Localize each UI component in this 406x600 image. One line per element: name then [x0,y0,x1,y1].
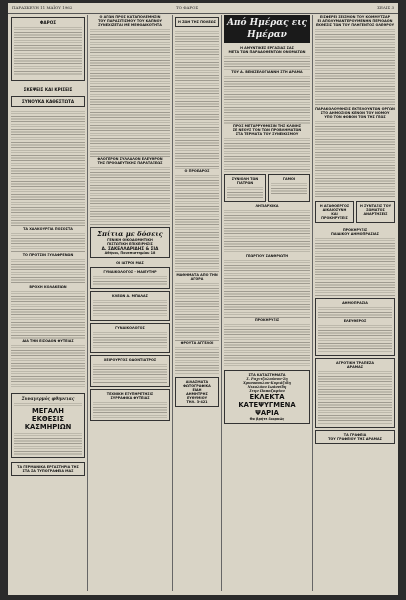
photo-advert-5: ΤΗΛ. 3-421 [186,400,208,404]
col2-article-1 [90,27,170,157]
office-advert [315,430,395,444]
auction-title: ΔΗΜΟΠΡΑΣΙΑ [342,301,368,305]
photo-advert-1: ΦΩΤΟΓΡΑΦΙΚΑ [183,384,211,388]
advert-line-3: ΚΑΣΜΗΡΙΩΝ [24,423,72,431]
col2-headline-4: ΦΛΟΓΕΡΟΝ ΣΥΛΛΑΛΟΝ ΕΛΕΥΘΡΟΝ [97,157,163,161]
doctors-box [224,174,266,202]
body-box-sub: ΑΝΑΡΤΗΣΕΙΣ [363,212,388,216]
col2-headline-3: ΣΥΝΕΧΙΖΕΤΑΙ ΜΕ ΜΕΘΟΔΙΚΟΤΗΤΑ [98,23,162,27]
office-sub: ΤΟΥ ΓΡΑΦΕΙΟΥ ΤΗΣ ΔΡΑΜΑΣ [328,437,382,441]
column-5 [315,15,395,591]
column-2 [90,15,170,591]
service-text [93,400,167,418]
header-page-number: ΣΕΛΙΣ 3 [377,5,394,10]
shop-text [175,345,219,375]
housing-line-4: Δ. ΣΑΚΕΛΛΑΡΙΔΗΣ & ΣΙΑ [101,246,159,251]
doctor-text-1 [93,274,167,286]
auction-sub: ΕΛΕΥΘΕΡΟΣ [343,319,367,323]
auction-text [318,305,392,319]
article-text-1 [11,231,85,253]
col5-small-boxes [315,199,395,225]
column-divider [312,15,313,591]
masthead-text [14,25,82,75]
auction-text-2 [318,323,392,353]
notice-title: ΓΕΩΡΓΙΟΥ ΣΑΝΘΡΙΩΤΗ [245,254,289,258]
market-text [175,281,219,341]
service-title: ΤΕΧΝΙΚΗ ΕΞΥΠΗΡΕΤΗΣΙΣ [106,392,154,396]
doctors-box-title: ΣΥΝΙΟΛΗ ΤΩΝ ΓΙΑΤΡΩΝ [231,177,259,185]
column-3 [175,15,219,591]
column-1 [11,15,85,591]
col4-headline-5: ΣΕ ΝΕΟΥΣ ΤΟΝ ΤΩΝ ΠΡΟΒΛΗΜΑΤΩΝ [232,128,302,132]
weddings-box [268,174,310,202]
col4-article-3 [224,136,310,172]
subhead-4: ΔΙΑ ΤΗΝ ΕΙΣΟΔΟΝ ΦΥΤΕΙΑΣ [22,339,74,343]
header-title: ΤΟ ΦΑΡΟΣ [176,5,199,10]
doctors-box-text [227,185,263,199]
bank-advert-title: ΑΓΡΟΤΙΚΗ ΤΡΑΠΕΖΑ [335,361,375,365]
photo-advert-4: ΕΥΘΥΜΙΟΥ [186,396,208,400]
doctor-title-1: ΓΥΝΑΙΚΟΛΟΓΟΣ - ΜΑΙΕΥΤΗΡ [103,270,157,274]
col4-small-boxes [224,172,310,204]
printing-advert [11,462,85,476]
body-box [356,201,395,223]
col5-headline-2: ΕΙ ΑΠΟΛΥΜΑΝΤΕΡΟΥΜΕΝΗΝ ΠΕΡΙΟΔΟΝ [317,19,393,23]
fish-advert [224,370,310,424]
col2-headline-1: Ο ΑΓΩΝ ΠΡΟΣ ΚΑΤΑΠΟΛΕΜΗΣΙΝ [99,15,161,19]
col5-headline-6: ΥΠΟ ΤΟΝ ΦΟΒΟΝ ΤΟΝ ΤΗΣ ΓΕΩΣ [324,115,386,119]
fish-advert-4: Στην Παπαζαφίου [249,389,285,393]
fish-advert-6: ΚΑΤΕΨΥΓΜΕΝΑ [238,401,296,409]
city-life-box [175,17,219,27]
advert-line-2: ΕΚΘΕΣΙΣ [31,415,65,423]
editorial-text [11,109,85,227]
subhead-2: ΤΟ ΠΡΟΤΣΙΝ ΞΥΛΑΦΡΕΝΩΝ [22,253,74,257]
fish-advert-1: Σ. Ραχιτζαλαύσου-Ση [246,377,288,381]
editorial-title: ΣΥΝΟΥΚΑ ΚΑΘΕΣΤΩΤΑ [21,99,75,104]
doctor-text-2 [93,298,167,318]
doctor-title-3: ΓΥΝΑΙΚΟΛΟΓΟΣ [115,326,145,330]
header-date: ΠΑΡΑΣΚΕΥΗ 11 ΜΑΪΟΥ 1962 [12,5,73,10]
doctor-advert-1 [90,267,170,289]
shop-heading: ΦΡΟΥΤΑ ΑΓΓΕΛΟΙ [180,341,214,345]
article-text-4 [11,343,85,389]
registry-text [224,208,310,254]
col4-headline-1: Η ΑΜΥΝΤΙΚΕΣ ΕΡΓΑΣΙΑΣ ΣΑΣ [240,46,294,50]
housing-line-2: ΓΕΝΙΚΗ ΟΙΚΟΔΟΜΗΤΙΚΗ [107,238,153,242]
newspaper-page [8,3,398,595]
col4-article-1 [224,54,310,70]
doctor-text-4 [93,362,167,384]
body-box-title: Η ΣΥΝΤΑΞΙΣ ΤΟΥ ΣΩΜΑΤΟΣ [359,204,392,212]
column-divider [87,15,88,591]
doctor-advert-2 [90,291,170,321]
bank-advert-text [318,369,392,425]
col5-headline-3: ΕΚΘΕΣΙΣ ΤΩΝ ΤΟΥ ΠΛΗΓΕΝΤΟΣ ΟΛΕΘΡΟΥ [315,23,395,27]
weddings-box-text [271,181,307,195]
doctors-heading: ΟΙ ΙΑΤΡΟΙ ΜΑΣ [116,261,144,265]
justice-box-title: Η ΑΓΑΘΟΕΡΓΟΣ ΔΙΚΑΙΟΣΥΝΗ [319,204,350,212]
fish-advert-title: ΣΤΑ ΚΑΤΑΣΤΗΜΑΤΑ [248,373,286,377]
housing-line-5: Αθήναι, Πανεπιστημίου 18 [104,251,156,255]
advert-line-1: ΜΕΓΑΛΗ [32,407,64,415]
col2-headline-2: ΤΟΥ ΠΑΡΑΣΙΤΙΣΜΟΥ ΤΟΥ ΚΑΠΝΟΥ [98,19,162,23]
advert-text [14,431,82,455]
printing-line-1: ΤΑ ΓΕΡΜΑΝΙΚΑ ΕΡΓΑΣΤΗΡΙΑ ΤΗΣ [17,465,79,469]
masthead-box [11,17,85,81]
photo-advert-3: ΔΗΜΗΤΡΗΣ [186,392,208,396]
page-header [8,3,398,14]
doctor-title-4: ΧΕΙΡΟΥΡΓΟΣ ΟΔΟΝΤΙΑΤΡΟΣ [103,358,157,362]
photo-advert-2: ΕΙΔΗ [192,388,202,392]
housing-title: Σπίτια με δόσεις [97,230,163,238]
notice-2-title: ΠΡΟΚΗΡΥΞΙΣ [254,318,280,322]
section-title: ΣΚΕΨΕΙΣ ΚΑΙ ΚΡΙΣΕΙΣ [23,87,73,92]
column-divider [221,15,222,591]
masthead-title: ΦΑΡΟΣ [39,20,57,25]
notice-text [224,258,310,318]
fish-advert-7: ΨΑΡΙΑ [255,409,279,417]
col5-headline-1: ΕΙΣΦΕΡΕΙ ΣΕΙΣΜΟΝ ΤΟΥ ΚΟΜΜΥΤΖΑΡ [319,15,391,19]
subhead-3: ΒΡΟΧΗ ΚΟΛΑΚΕΙΩΝ [29,285,67,289]
col3-article-2 [175,173,219,273]
fish-advert-8: Θα βρήτε διαρκώς [249,417,285,421]
col5-notice-text [315,236,395,296]
auction-box [315,298,395,356]
fish-advert-3: Νικολάου Ιωάννίδη [247,385,287,389]
photo-advert-title: ΑΙΛΑΣΜΑΤΑ [185,380,209,384]
market-title: ΜΑΘΗΜΑΤΑ ΑΠΟ ΤΗΝ ΑΓΟΡΑ [176,273,218,281]
col4-headline-3: ΤΟΥ Δ. ΒΕΝΙΖΕΛΟΓΙΑΝΝΗ ΣΤΗ ΔΡΑΜΑ [231,70,303,74]
col5-article-1 [315,27,395,107]
housing-advert [90,227,170,258]
banner-title: Από Ημέρας εις Ημέραν [224,15,310,43]
column-4 [224,15,310,591]
doctor-advert-3 [90,323,170,353]
editorial-box [11,96,85,107]
weddings-box-title: ΓΑΜΟΙ [282,177,296,181]
article-text-2 [11,257,85,285]
doctor-advert-4 [90,355,170,387]
col3-article-1 [175,29,219,169]
service-sub: ΣΥΡΡΑΦΙΚΑ ΦΥΤΕΙΑΣ [110,396,150,400]
col5-notice-title: ΠΡΟΚΗΡΥΞΙΣ [342,228,368,232]
bank-advert-sub: ΔΡΑΜΑΣ [346,365,364,369]
notice-2-text [224,322,310,368]
service-advert [90,389,170,421]
col4-article-2 [224,74,310,124]
col5-headline-5: ΣΤΟ ΔΗΜΟΣΙΟΝ ΚΕΝΟΝ ΤΟΥ ΝΟΜΟΥ [320,111,390,115]
justice-box-sub: ΚΑΙ ΠΡΟΚΗΡΥΞΕΙΣ [321,212,348,220]
col2-article-2 [90,165,170,225]
col4-headline-6: ΣΤΑ ΤΕΡΜΑΤΑ ΤΟΥ ΣΥΝΕΙΚΙΣΜΟΥ [235,132,299,136]
printing-line-2: ΣΤΑ ΣΑ ΤΥΠΟΓΡΑΦΕΙΑ ΜΑΣ [22,469,74,473]
col4-headline-2: ΜΕΤΑ ΤΩΝ ΠΑΡΑΔΟΘΕΝΤΩΝ ΟΝΟΜΑΤΩΝ [228,50,306,54]
advert-title: Συναγερμός φθηνειας [21,396,75,401]
city-life-title: Η ΖΩΗ ΤΗΣ ΠΟΛΕΩΣ [178,20,216,24]
advert-line [14,401,82,407]
col2-headline-5: ΤΗΣ ΠΡΟΟΔΕΥΤΙΚΗΣ ΠΑΡΑΤΑΞΕΩΣ [97,161,163,165]
col5-headline-4: ΠΑΡΑΚΟΛΟΥΘΗΣΙΣ ΕΚΤΕΛΟΥΝΤΩΝ ΟΡΓΩΝ [315,107,395,111]
col5-notice-sub: ΠΑΙΔΙΚΟΥ ΔΗΜΟΠΡΑΣΙΑΣ [331,232,379,236]
fish-advert-5: ΕΚΛΕΚΤΑ [249,393,285,401]
col3-heading: Ο ΠΡΟΕΔΡΟΣ [184,169,210,173]
bank-advert [315,358,395,428]
fish-advert-2: Χρυσοπουλου-Κυριάζιδη [243,381,291,385]
registry-title: ΛΗΞΙΑΡΧΙΚΑ [255,204,279,208]
justice-box [315,201,354,223]
article-text-3 [11,289,85,339]
photo-advert [175,377,219,407]
office-title: ΤΑ ΓΡΑΦΕΙΑ [343,433,367,437]
kashmir-advert [11,393,85,458]
column-divider [172,15,173,591]
subhead-1: ΤΑ ΧΑΛΚΟΥΡΓΙΑ ΠΟΣΟΣΤΑ [23,227,73,231]
housing-line-3: ΠΙΣΤΩΤΙΚΗ ΕΠΙΧΕΙΡΗΣΙΣ [107,242,153,246]
doctor-title-2: ΚΛΕΩΝ Α. ΜΠΑΛΑΣ [112,294,148,298]
doctor-text-3 [93,330,167,350]
col4-headline-4: ΠΡΟΣ ΜΕΤΑΡΡΥΘΜΙΣΙΝ ΤΗΣ ΚΛΙΝΗΣ [232,124,302,128]
col5-article-2 [315,119,395,199]
